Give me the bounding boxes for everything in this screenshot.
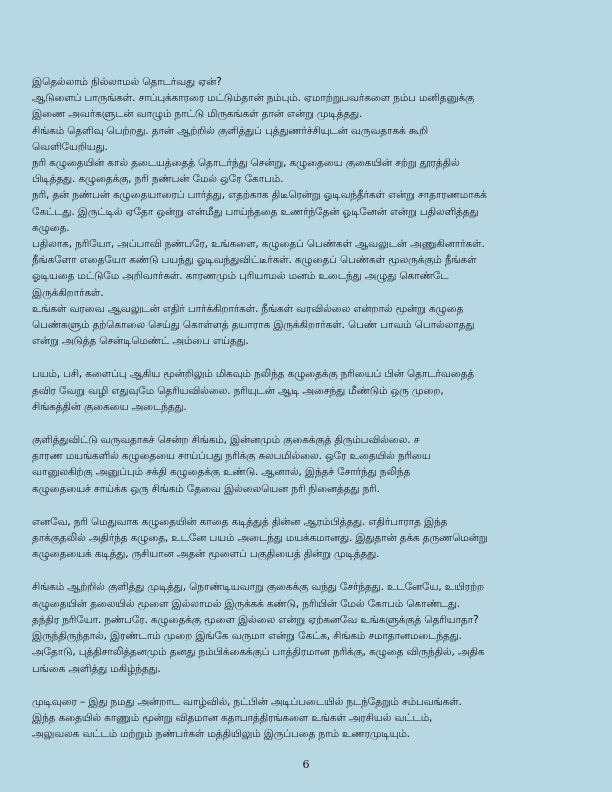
text-line: பயம், பசி, களைப்பு ஆகிய மூன்றிலும் மிகவும் நலிந்த கழுதைக்கு நரியைப் பின் தொடர்வதைத் — [32, 368, 475, 381]
text-line: என்று அடுத்த சென்டிமெண்ட் அம்பை எய்தது. — [32, 335, 249, 348]
text-line: தந்திர நரியோ. நண்பரே. கழுதைக்கு மூளை இல்லை என்று ஏற்கனவே உங்களுக்குத் தெரியாதா? — [32, 613, 479, 626]
text-line: நீங்களோ எதையோ கண்டு பயந்து ஓடிவந்துவிட்டீர்கள். கழுதைப் பெண்கள் மூலருக்கும் நீங்கள் — [32, 254, 477, 267]
text-line: இணை அவர்களுடன் வாழும் நாட்டு மிருகங்கள் தான் என்று முடித்தது. — [32, 108, 363, 121]
text-line: இருந்திருந்தால், இரண்டாம் முறை இங்கே வருமா என்று கேட்க, சிங்கம் சமாதானமடைந்தது. — [32, 630, 462, 643]
paragraph-story — [32, 432, 588, 497]
text-line: பிடித்தது. கழுதைக்கு, நரி நண்பன் மேல் ஒரே கோபம். — [32, 173, 284, 186]
text-line: பதிலாக, நரியோ, அப்பாவி நண்பரே, உங்களை, கழுதைப் பெண்கள் ஆவலுடன் அணுகினார்கள். — [32, 238, 485, 251]
document-body — [32, 74, 588, 742]
text-line: கழுதையைச் சாய்க்க ஒரு சிங்கம் தேவை இல்லையென நரி நினைத்தது நரி. — [32, 482, 380, 495]
text-line: அலுவலக வட்டம் மற்றும் நண்பர்கள் மத்தியிலும் இருப்பதை நாம் உணரமுடியும். — [32, 728, 410, 741]
paragraph-gap — [32, 562, 588, 579]
text-line: தாக்குதலில் அதிர்ந்த கழுதை, உடனே பயம் அடைந்து மயக்கமானது. இதுதான் தக்க தருணமென்று — [32, 532, 488, 545]
paragraph-story — [32, 514, 588, 563]
paragraph-story — [32, 74, 588, 349]
page-number: 6 — [302, 758, 310, 771]
paragraph-conclusion — [32, 694, 588, 743]
text-line: சிங்கம் ஆற்றில் குளித்து முடித்து, நொண்டியவாறு குகைக்கு வந்து சேர்ந்தது. உடனேயே, உயிரற்ற — [32, 581, 485, 594]
text-line: வெளியேறியது. — [32, 140, 108, 153]
paragraph-story — [32, 579, 588, 676]
text-line: பெண்களும் தற்கொலை செய்து கொள்ளத் தயாராக இருக்கிறார்கள். பெண் பாவம் பொல்லாதது — [32, 319, 475, 332]
text-line: ஆடுளைப் பாருங்கள். சாப்புக்காரரை மட்டும்தான் நம்பும். ஏமாற்றுபவர்களை நம்ப மனிதனுக்கு — [32, 92, 475, 105]
text-line: நரி கழுதையின் கால் தடையத்தைத் தொடர்ந்து சென்று, கழுதையை குகையின் சற்று தூரத்தில் — [32, 157, 460, 170]
text-line: இதெல்லாம் நில்லாமல் தொடர்வது ஏன்? — [32, 76, 222, 88]
text-line: தவிர வேறு வழி எதுவுமே தெரியவில்லை. நரியுடன் ஆடி அசைந்து மீண்டும் ஒரு முறை, — [32, 384, 444, 397]
text-line: உங்கள் வரவை ஆவலுடன் எதிர் பார்க்கிறார்கள். நீங்கள் வரவில்லை என்றால் மூன்று கழுதை — [32, 302, 464, 315]
text-line: வானுலகிற்கு அனுப்பும் சக்தி கழுதைக்கு உண்டு. ஆனால், இந்தச் சோர்ந்து நலிந்த — [32, 466, 411, 479]
text-line: இந்த கதையில் காணும் மூன்று விதமான கதாபாத்திரங்களை உங்கள் அரசியல் வட்டம், — [32, 711, 433, 724]
text-line: கழுதையைக் கடித்து, ருசியான அதன் மூளைப் பகுதியைத் தின்று முடித்தது. — [32, 548, 380, 561]
paragraph-story — [32, 366, 588, 415]
text-line: அதோடு, புத்திசாலித்தனமும் தனது நம்பிக்கைக்குப் பாத்திரமான நரிக்கு, கழுதை விருந்தில், அதிக — [32, 646, 485, 659]
paragraph-gap — [32, 497, 588, 514]
text-line: ஓடியதை மட்டுமே அறிவார்கள். காரணமும் புரியாமல் மனம் உடைந்து அழுது கொண்டே — [32, 270, 449, 283]
text-line: முடிவுரை – இது நமது அன்றாட வாழ்வில், நட்பின் அடிப்படையில் நடந்தேறும் சம்பவங்கள். — [32, 695, 462, 708]
text-line: இருக்கிறார்கள். — [32, 286, 104, 299]
text-line: தாரண மயங்களில் கழுதையை சாய்ப்பது நரிக்கு சுலபமில்லை. ஒரே உதையில் நரியை — [32, 450, 431, 463]
text-line: கழுதை. — [32, 221, 70, 234]
paragraph-gap — [32, 415, 588, 432]
text-line: குளித்துவிட்டு வருவதாகச் சென்ற சிங்கம், இன்னமும் குகைக்குத் திரும்பவில்லை. ச — [32, 434, 420, 447]
text-line: நரி, தன் நண்பன் கழுதையாரைப் பார்த்து, எதற்காக திடீரென்று ஓடிவந்தீர்கள் என்று சாதாரணமாகக் — [32, 189, 487, 202]
paragraph-gap — [32, 677, 588, 694]
text-line: எனவே, நரி மெதுவாக கழுதையின் காதை கடித்துத் தின்ன ஆரம்பித்தது. எதிர்பாராத இந்த — [32, 515, 448, 528]
text-line: சிங்கத்தின் குகையை அடைந்தது. — [32, 400, 187, 413]
paragraph-gap — [32, 349, 588, 366]
text-line: பங்கை அளித்து மகிழ்ந்தது. — [32, 662, 161, 675]
text-line: சிங்கம் தெளிவு பெற்றது. தான் ஆற்றில் குளித்துப் புத்துணர்ச்சியுடன் வருவதாகக் கூறி — [32, 124, 428, 137]
text-line: கழுதையின் தலையில் மூளை இல்லாமல் இருக்கக் கண்டு, நரியின் மேல் கோபம் கொண்டது. — [32, 597, 461, 610]
text-line: கேட்டது. இருட்டில் ஏதோ ஒன்று என்மீது பாய்ந்ததை உணர்ந்தேன் ஓடினேன் என்று பதிலளித்தது — [32, 205, 479, 218]
